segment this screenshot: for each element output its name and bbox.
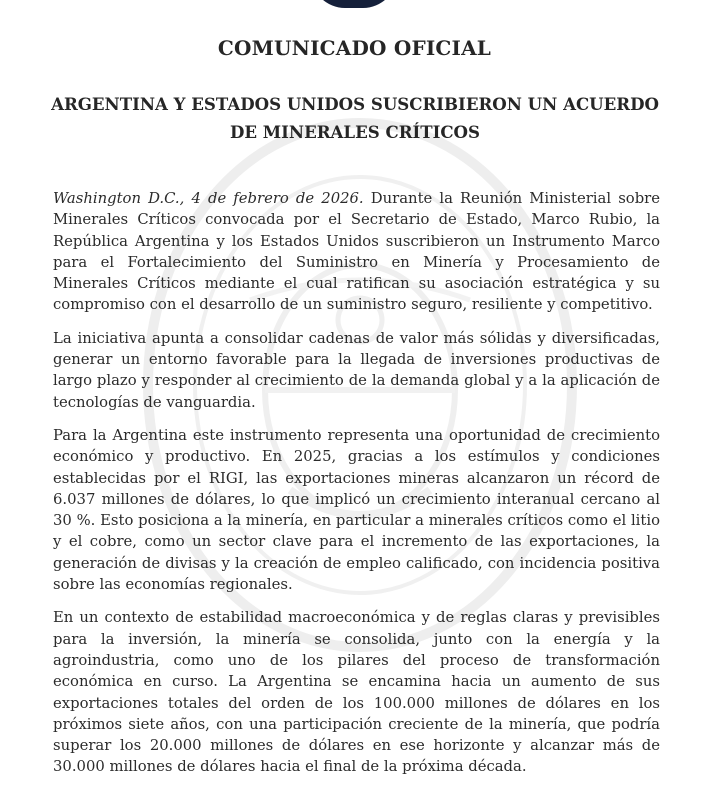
- dateline: Washington D.C., 4 de febrero de 2026.: [53, 190, 364, 207]
- paragraph-3: Para la Argentina este instrumento representa una oportunidad de crecimiento económico y productivo. En 2025, gracias a los estímulos y condiciones establecidas por el RIGI, las exportaciones mineras alcanzaron un récord de 6.037 millones de dólares, lo que implicó un crecimiento interanual cercano al 30 %. Esto posiciona a la minería, en particular a minerales críticos como el litio y el cobre, como un sector clave para el incremento de las exportaciones, la generación de divisas y la creación de empleo calificado, con incidencia positiva sobre las economías regionales.: [53, 426, 660, 594]
- paragraph-1: [53, 188, 660, 316]
- paragraph-2: La iniciativa apunta a consolidar cadenas de valor más sólidas y diversificadas, generar un entorno favorable para la llegada de inversiones productivas de largo plazo y responder al crecimiento de la demanda global y a la aplicación de tecnologías de vanguardia.: [53, 329, 660, 411]
- paragraph-1-text: Durante la Reunión Ministerial sobre Minerales Críticos convocada por el Secretario de Estado, Marco Rubio, la República Argentina y los Estados Unidos suscribieron un Instrumento Marco para el Fortalecimiento del Suministro en Minería y Procesamiento de Minerales Críticos mediante el cual ratifican su asociación estratégica y su compromiso con el desarrollo de un suministro seguro, resiliente y competitivo.: [53, 190, 660, 314]
- paragraph-4: En un contexto de estabilidad macroeconómica y de reglas claras y previsibles para la inversión, la minería se consolida, junto con la energía y la agroindustria, como uno de los pilares del proceso de transformación económica en curso. La Argentina se encamina hacia un aumento de sus exportaciones totales del orden de los 100.000 millones de dólares en los próximos siete años, con una participación creciente de la minería, que podría superar los 20.000 millones de dólares en ese horizonte y alcanzar más de 30.000 millones de dólares hacia el final de la próxima década.: [53, 609, 660, 776]
- release-body: [53, 188, 660, 790]
- headline: ARGENTINA Y ESTADOS UNIDOS SUSCRIBIERON UN ACUERDO DE MINERALES CRÍTICOS: [51, 94, 659, 142]
- page-title: COMUNICADO OFICIAL: [217, 36, 492, 60]
